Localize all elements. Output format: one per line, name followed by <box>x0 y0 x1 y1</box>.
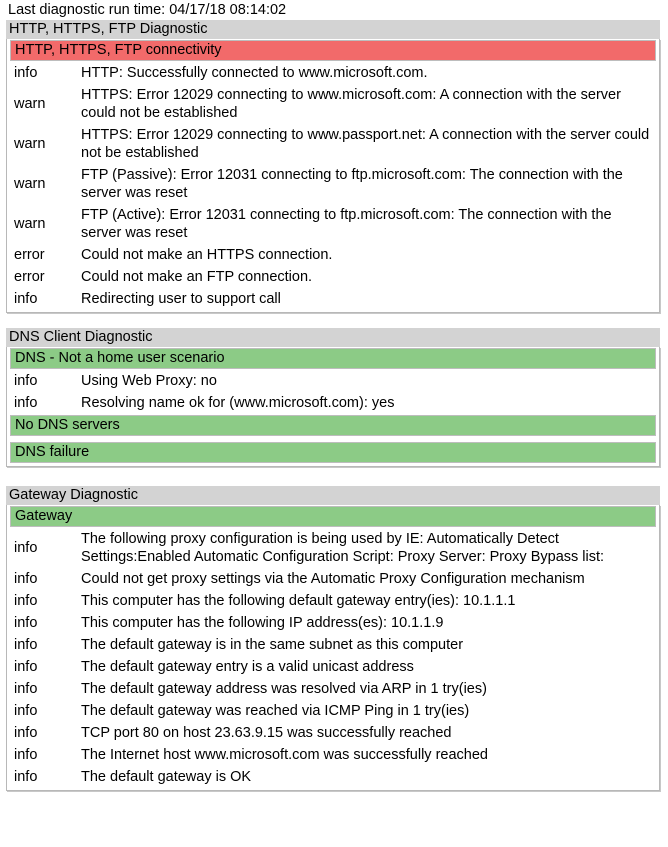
group-status-bar: DNS failure <box>10 442 656 463</box>
message-cell: Could not make an FTP connection. <box>81 269 313 285</box>
message-cell: TCP port 80 on host 23.63.9.15 was successfully reached <box>81 725 452 741</box>
message-cell: The following proxy configuration is being used by IE: Automatically Detect Settings:Enabled Automatic Configuration Script: Proxy Server: Proxy Bypass list: <box>81 531 605 565</box>
table-row <box>10 590 656 612</box>
section-dns <box>6 328 660 467</box>
severity-cell: info <box>14 615 38 631</box>
severity-cell: info <box>14 659 38 675</box>
severity-cell: info <box>14 395 38 411</box>
severity-cell: info <box>14 540 38 556</box>
message-cell: HTTPS: Error 12029 connecting to www.passport.net: A connection with the server could not be established <box>81 127 650 161</box>
section-gateway <box>6 486 660 791</box>
message-cell: This computer has the following default gateway entry(ies): 10.1.1.1 <box>81 593 516 609</box>
section-title: DNS Client Diagnostic <box>6 328 660 347</box>
section-http-ftp <box>6 20 660 313</box>
message-cell: Using Web Proxy: no <box>81 373 217 389</box>
severity-cell: warn <box>14 176 46 192</box>
table-row <box>10 266 656 288</box>
log-table <box>10 370 656 414</box>
group-status-bar: No DNS servers <box>10 415 656 436</box>
table-row <box>10 392 656 414</box>
message-cell: Could not get proxy settings via the Automatic Proxy Configuration mechanism <box>81 571 585 587</box>
table-row <box>10 164 656 204</box>
severity-cell: info <box>14 373 38 389</box>
table-row <box>10 766 656 788</box>
severity-cell: info <box>14 291 38 307</box>
log-table <box>10 62 656 310</box>
table-row <box>10 656 656 678</box>
table-row <box>10 744 656 766</box>
last-run-time: Last diagnostic run time: 04/17/18 08:14:02 <box>8 2 287 18</box>
section-body <box>6 39 660 313</box>
message-cell: The default gateway entry is a valid unicast address <box>81 659 414 675</box>
group-status-bar: Gateway <box>10 506 656 527</box>
message-cell: Redirecting user to support call <box>81 291 281 307</box>
message-cell: The default gateway is OK <box>81 769 252 785</box>
table-row <box>10 288 656 310</box>
table-row <box>10 204 656 244</box>
severity-cell: info <box>14 703 38 719</box>
severity-cell: warn <box>14 136 46 152</box>
message-cell: Resolving name ok for (www.microsoft.com): yes <box>81 395 395 411</box>
table-row <box>10 568 656 590</box>
severity-cell: info <box>14 593 38 609</box>
table-row <box>10 678 656 700</box>
group-status-bar: HTTP, HTTPS, FTP connectivity <box>10 40 656 61</box>
severity-cell: error <box>14 269 45 285</box>
message-cell: FTP (Passive): Error 12031 connecting to ftp.microsoft.com: The connection with the server was reset <box>81 167 623 201</box>
section-body <box>6 347 660 467</box>
severity-cell: info <box>14 747 38 763</box>
severity-cell: warn <box>14 96 46 112</box>
severity-cell: info <box>14 65 38 81</box>
message-cell: FTP (Active): Error 12031 connecting to ftp.microsoft.com: The connection with the server was reset <box>81 207 612 241</box>
table-row <box>10 634 656 656</box>
section-title: HTTP, HTTPS, FTP Diagnostic <box>6 20 660 39</box>
severity-cell: warn <box>14 216 46 232</box>
group-status-bar: DNS - Not a home user scenario <box>10 348 656 369</box>
severity-cell: info <box>14 769 38 785</box>
message-cell: HTTP: Successfully connected to www.microsoft.com. <box>81 65 428 81</box>
severity-cell: info <box>14 637 38 653</box>
section-body <box>6 505 660 791</box>
severity-cell: error <box>14 247 45 263</box>
table-row <box>10 612 656 634</box>
log-table <box>10 528 656 788</box>
table-row <box>10 370 656 392</box>
table-row <box>10 124 656 164</box>
message-cell: HTTPS: Error 12029 connecting to www.microsoft.com: A connection with the server could not be established <box>81 87 621 121</box>
severity-cell: info <box>14 725 38 741</box>
message-cell: The Internet host www.microsoft.com was successfully reached <box>81 747 488 763</box>
message-cell: This computer has the following IP address(es): 10.1.1.9 <box>81 615 444 631</box>
table-row <box>10 528 656 568</box>
message-cell: The default gateway is in the same subnet as this computer <box>81 637 464 653</box>
message-cell: The default gateway address was resolved via ARP in 1 try(ies) <box>81 681 487 697</box>
table-row <box>10 62 656 84</box>
message-cell: The default gateway was reached via ICMP Ping in 1 try(ies) <box>81 703 470 719</box>
table-row <box>10 700 656 722</box>
message-cell: Could not make an HTTPS connection. <box>81 247 333 263</box>
table-row <box>10 244 656 266</box>
table-row <box>10 84 656 124</box>
severity-cell: info <box>14 681 38 697</box>
table-row <box>10 722 656 744</box>
severity-cell: info <box>14 571 38 587</box>
section-title: Gateway Diagnostic <box>6 486 660 505</box>
